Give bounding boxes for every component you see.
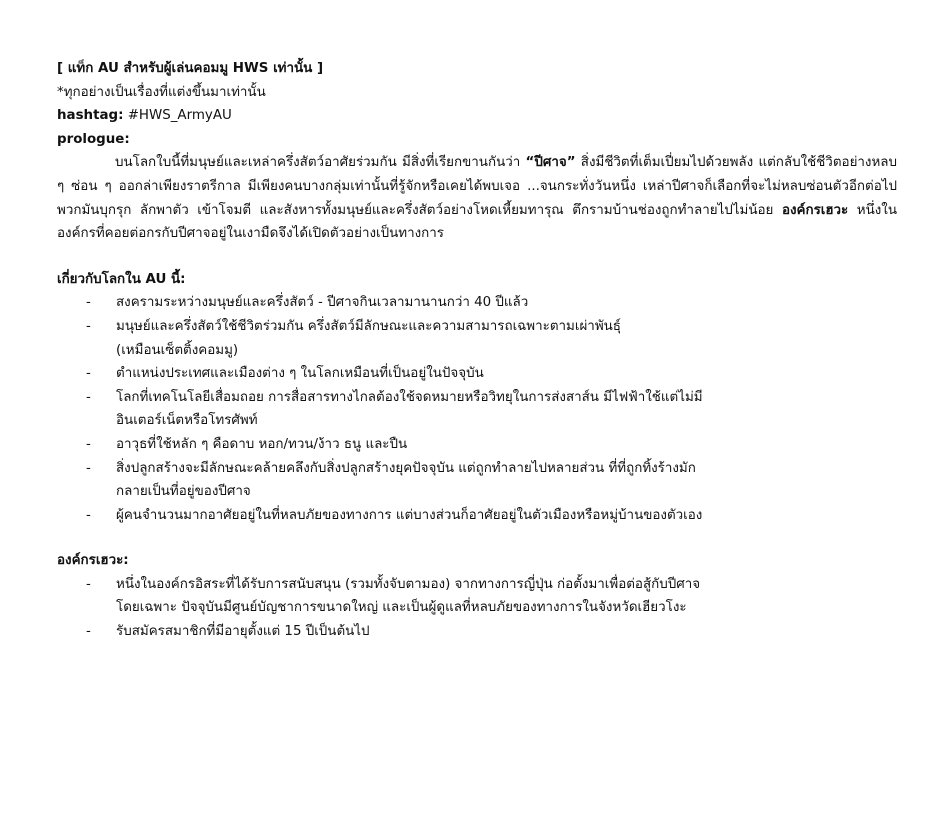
list-item: [57, 433, 897, 457]
list-item: [57, 620, 897, 644]
prologue-term-demon: “ปีศาจ”: [525, 155, 576, 171]
list-item: [57, 315, 897, 362]
prologue-heading: prologue:: [57, 131, 130, 147]
org-list: [57, 573, 897, 644]
world-heading: เกี่ยวกับโลกใน AU นี้:: [57, 271, 186, 287]
bullet-dash: -: [86, 436, 91, 452]
list-item: [57, 291, 897, 315]
list-item: [57, 573, 897, 620]
list-item-text: สิ่งปลูกสร้างจะมีลักษณะคล้ายคลึงกับสิ่งปลูกสร้างยุคปัจจุบัน แต่ถูกทำลายไปหลายส่วน ที่ที่ถูกทิ้งร้างมัก: [116, 460, 696, 476]
list-item-text: ผู้คนจำนวนมากอาศัยอยู่ในที่หลบภัยของทางการ แต่บางส่วนก็อาศัยอยู่ในตัวเมืองหรือหมู่บ้านของตัวเอง: [116, 507, 703, 523]
list-item-text: โดยเฉพาะ ปัจจุบันมีศูนย์บัญชาการขนาดใหญ่ และเป็นผู้ดูแลที่หลบภัยของทางการในจังหวัดเฮียวโงะ: [116, 600, 687, 616]
document-title: [ แท็ก AU สำหรับผู้เล่นคอมมู HWS เท่านั้น ]: [57, 61, 324, 76]
bullet-dash: -: [86, 624, 91, 640]
bullet-dash: -: [86, 389, 91, 405]
list-item: [57, 386, 897, 433]
bullet-dash: -: [86, 460, 91, 476]
bullet-dash: -: [86, 576, 91, 592]
prologue-text: หนึ่งในองค์กรที่คอยต่อกรกับปีศาจอยู่ในเงามืดจึงได้เปิดตัวอย่างเป็นทางการ: [57, 202, 897, 242]
prologue-paragraph: [57, 151, 897, 245]
list-item-text: ตำแหน่งประเทศและเมืองต่าง ๆ ในโลกเหมือนที่เป็นอยู่ในปัจจุบัน: [116, 366, 484, 382]
bullet-dash: -: [86, 507, 91, 523]
world-list: [57, 291, 897, 527]
prologue-text: สิ่งมีชีวิตที่เต็มเปี่ยมไปด้วยพลัง แต่กลับใช้ชีวิตอย่างหลบ ๆ ซ่อน ๆ ออกล่าเพียงราตรีกาล มีเพียงคนบางกลุ่มเท่านั้นที่รู้จักหรือเคยได้พบเจอ ...จนกระทั่งวันหนึ่ง เหล่าปีศาจก็เลือกที่จะไม่หลบซ่อนตัวอีกต่อไป พวกมันบุกรุก ลักพาตัว เข้าโจมตี และสังหารทั้งมนุษย์และครึ่งสัตว์อย่างโหดเหี้ยมทารุณ ตึกรามบ้านช่องถูกทำลายไปไม่น้อย: [57, 155, 898, 218]
hashtag-label: hashtag:: [57, 108, 124, 124]
list-item-text: มนุษย์และครึ่งสัตว์ใช้ชีวิตร่วมกัน ครึ่งสัตว์มีลักษณะและความสามารถเฉพาะตามเผ่าพันธุ์: [116, 318, 621, 334]
list-item-text: กลายเป็นที่อยู่ของปีศาจ: [116, 484, 251, 500]
hashtag-value: #HWS_ArmyAU: [123, 108, 232, 124]
disclaimer: *ทุกอย่างเป็นเรื่องที่แต่งขึ้นมาเท่านั้น: [57, 84, 266, 100]
bullet-dash: -: [86, 318, 91, 334]
hashtag-line: [57, 104, 897, 128]
list-item-text: อาวุธที่ใช้หลัก ๆ คือดาบ หอก/ทวน/ง้าว ธนู และปืน: [116, 436, 408, 452]
list-item-text: อินเตอร์เน็ตหรือโทรศัพท์: [116, 413, 258, 429]
org-heading: องค์กรเฮวะ:: [57, 553, 129, 569]
prologue-text: บนโลกใบนี้ที่มนุษย์และเหล่าครึ่งสัตว์อาศัยร่วมกัน มีสิ่งที่เรียกขานกันว่า: [115, 155, 526, 171]
list-item-text: (เหมือนเซ็ตติ้งคอมมู): [116, 342, 239, 358]
list-item: [57, 362, 897, 386]
prologue-term-org: องค์กรเฮวะ: [781, 202, 849, 218]
list-item-text: รับสมัครสมาชิกที่มีอายุตั้งแต่ 15 ปีเป็นต้นไป: [116, 624, 370, 640]
list-item-text: สงครามระหว่างมนุษย์และครึ่งสัตว์ - ปีศาจกินเวลามานานกว่า 40 ปีแล้ว: [116, 295, 529, 311]
list-item-text: โลกที่เทคโนโลยีเสื่อมถอย การสื่อสารทางไกลต้องใช้จดหมายหรือวิทยุในการส่งสาส์น มีไฟฟ้าใช้แต่ไม่มี: [116, 389, 703, 405]
bullet-dash: -: [86, 366, 91, 382]
list-item: [57, 504, 897, 528]
document: [57, 57, 897, 644]
list-item-text: หนึ่งในองค์กรอิสระที่ได้รับการสนับสนุน (รวมทั้งจับตามอง) จากทางการญี่ปุ่น ก่อตั้งมาเพื่อต่อสู้กับปีศาจ: [116, 576, 701, 592]
bullet-dash: -: [86, 295, 91, 311]
list-item: [57, 457, 897, 504]
